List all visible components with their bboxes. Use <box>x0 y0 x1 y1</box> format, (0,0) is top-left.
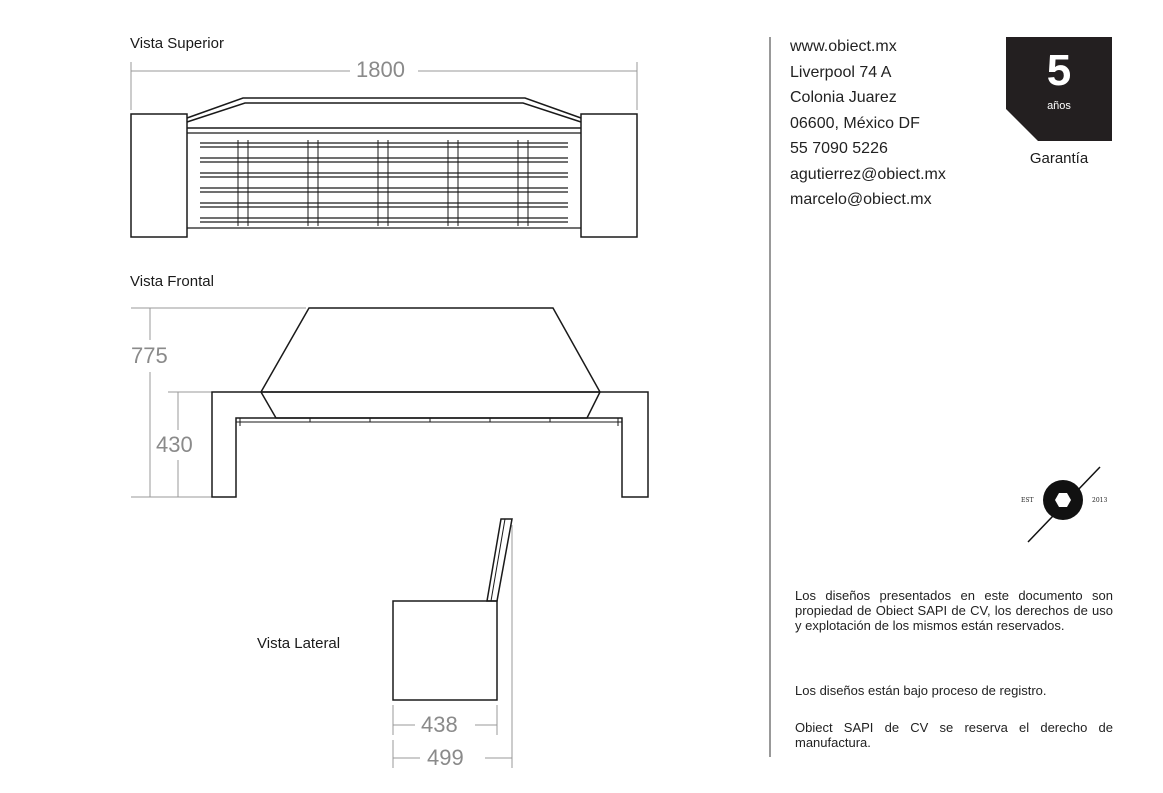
top-view-label: Vista Superior <box>130 35 224 52</box>
address-colony: Colonia Juarez <box>790 89 897 106</box>
legal-paragraph-1: Los diseños presentados en este documento son propiedad de Obiect SAPI de CV, los derechos de uso y explotación de los mismos están reservados. <box>795 588 1113 633</box>
hexagon-bolt-logo-icon <box>1028 467 1100 542</box>
phone-number: 55 7090 5226 <box>790 140 888 157</box>
logo-est-text: EST <box>1021 497 1034 504</box>
warranty-unit: años <box>1047 100 1071 112</box>
website-link[interactable]: www.obiect.mx <box>790 38 897 55</box>
contact-info <box>790 34 946 213</box>
address-street: Liverpool 74 A <box>790 63 892 81</box>
dimension-depth-inner: 438 <box>418 714 461 736</box>
dimension-seat-height: 430 <box>153 434 196 456</box>
legal-paragraph-3: Obiect SAPI de CV se reserva el derecho de manufactura. <box>795 720 1113 750</box>
side-view-label: Vista Lateral <box>257 635 341 652</box>
dimension-depth-total: 499 <box>424 747 467 769</box>
top-view-drawing <box>131 62 637 237</box>
logo-year-text: 2013 <box>1092 497 1108 504</box>
address-city: 06600, México DF <box>790 114 920 132</box>
email-link-2[interactable]: marcelo@obiect.mx <box>790 191 932 208</box>
warranty-years: 5 <box>1046 46 1072 95</box>
dimension-width: 1800 <box>353 59 408 81</box>
dimension-height-total: 775 <box>128 345 171 367</box>
front-view-drawing <box>131 308 648 497</box>
legal-paragraph-2: Los diseños están bajo proceso de registro. <box>795 683 1047 698</box>
dimension-lines-height <box>131 308 306 497</box>
email-link-1[interactable]: agutierrez@obiect.mx <box>790 165 946 183</box>
warranty-label: Garantía <box>1029 150 1089 167</box>
warranty-badge <box>1006 37 1112 141</box>
front-view-label: Vista Frontal <box>130 273 214 290</box>
